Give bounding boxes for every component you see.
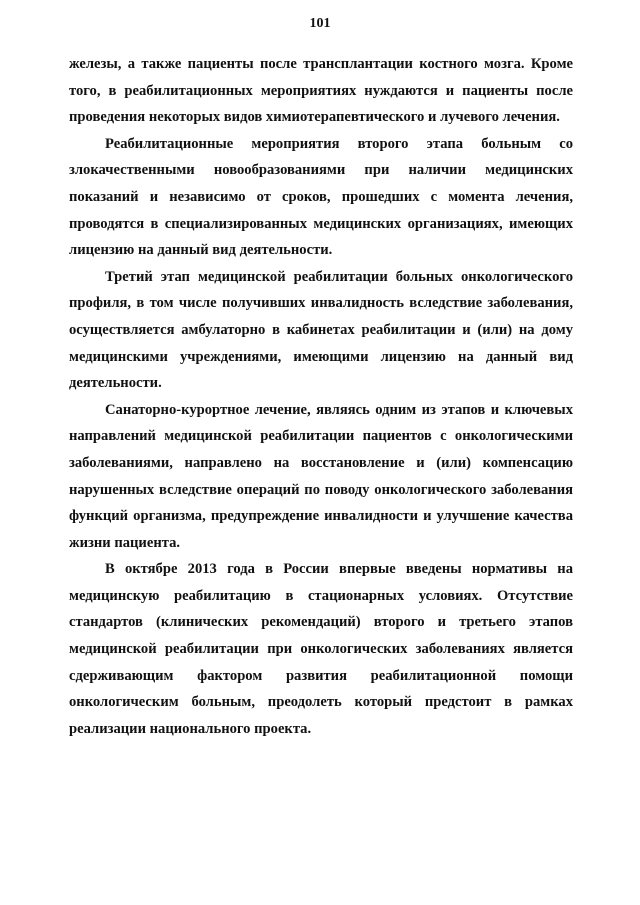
paragraph-sanatorium: Санаторно-курортное лечение, являясь одним из этапов и ключевых направлений медицинской реабилитации пациентов с онкологическими заболеваниями, направлено на восстановление и (или) компенсацию нарушенных вследствие операций по поводу онкологического заболевания функций организма, предупреждение инвалидности и улучшение качества жизни пациента. [69,401,573,551]
paragraph-third-stage: Третий этап медицинской реабилитации больных онкологического профиля, в том числе получивших инвалидность вследствие заболевания, осуществляется амбулаторно в кабинетах реабилитации и (или) на дому медицинскими учреждениями, имеющими лицензию на данный вид деятельности. [69,268,573,392]
paragraph-continuation: железы, а также пациенты после трансплантации костного мозга. Кроме того, в реабилитационных мероприятиях нуждаются и пациенты после проведения некоторых видов химиотерапевтического и лучевого лечения. [69,56,573,126]
paragraph-standards: В октябре 2013 года в России впервые введены нормативы на медицинскую реабилитацию в стационарных условиях. Отсутствие стандартов (клинических рекомендаций) второго и третьего этапов медицинской реабилитации при онкологических заболеваниях является сдерживающим фактором развития реабилитационной помощи онкологическим больным, преодолеть который предстоит в рамках реализации национального проекта. [69,561,573,737]
body-text [69,51,573,742]
paragraph-second-stage: Реабилитационные мероприятия второго этапа больным со злокачественными новообразованиями при наличии медицинских показаний и независимо от сроков, прошедших с момента лечения, проводятся в специализированных медицинских организациях, имеющих лицензию на данный вид деятельности. [69,135,573,259]
page-number: 101 [309,16,331,31]
